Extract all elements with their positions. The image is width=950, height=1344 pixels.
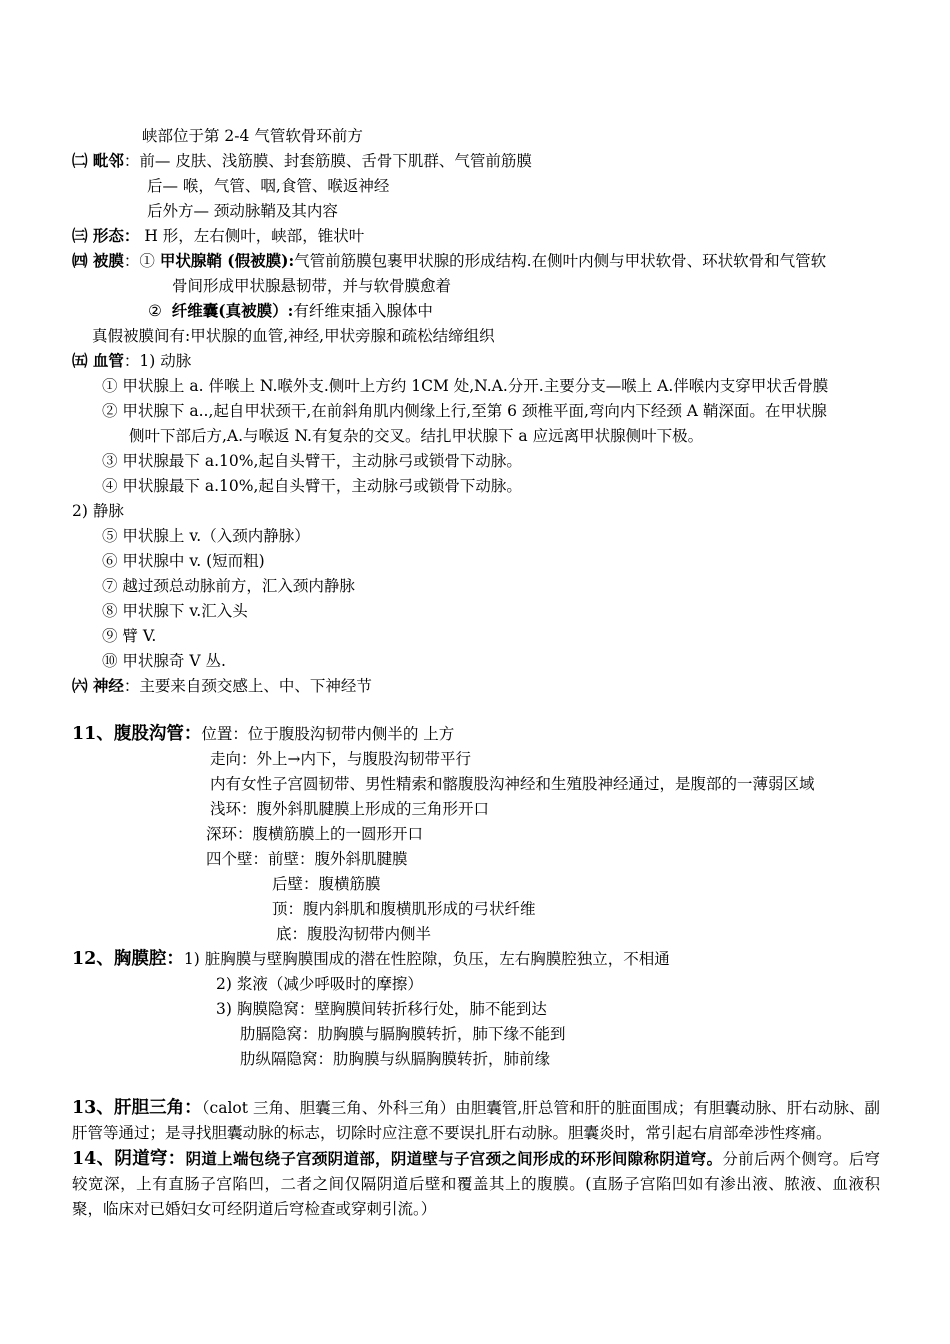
vein-item: ⑧ 甲状腺下 v.汇入头 — [102, 602, 248, 620]
calot-title: 13、肝胆三角： — [72, 1098, 202, 1118]
capsule-item2-num: ② — [148, 302, 162, 320]
vessels-line: ㈤ 血管：1) 动脉 — [72, 351, 192, 370]
pleural-line: 肋纵隔隐窝：肋胸膜与纵膈胸膜转折，肺前缘 — [240, 1050, 551, 1068]
fornix-paragraph — [72, 1146, 880, 1222]
shape-line — [72, 225, 364, 247]
inguinal-line: 顶：腹内斜肌和腹横肌形成的弓状纤维 — [272, 900, 536, 918]
pleural-line: 1) 脏胸膜与壁胸膜围成的潜在性腔隙，负压，左右胸膜腔独立，不相通 — [183, 950, 670, 968]
veins-label: 2) 静脉 — [72, 502, 124, 520]
vein-item: ⑩ 甲状腺奇 V 丛. — [102, 652, 226, 670]
artery-item: ③ 甲状腺最下 a.10%,起自头臂干，主动脉弓或锁骨下动脉。 — [102, 452, 522, 470]
nerves-label: ㈥ 神经 — [72, 676, 124, 695]
pleural-line: 2) 浆液（减少呼吸时的摩擦） — [216, 975, 423, 993]
shape-label: ㈢ 形态： — [72, 226, 140, 245]
artery-item-continued: 侧叶下部后方,A.与喉返 N.有复杂的交叉。结扎甲状腺下 a 应远离甲状腺侧叶下极。 — [129, 427, 704, 445]
capsule-item2-text: 有纤维束插入腺体中 — [293, 302, 433, 320]
pleural-first-line: 12、胸膜腔：1) 脏胸膜与壁胸膜围成的潜在性腔隙，负压，左右胸膜腔独立，不相通 — [72, 949, 670, 969]
inguinal-line: 底：腹股沟韧带内侧半 — [276, 925, 432, 943]
nerves-line: ㈥ 神经：主要来自颈交感上、中、下神经节 — [72, 676, 372, 695]
nerves-text: 主要来自颈交感上、中、下神经节 — [139, 677, 372, 695]
vein-item: ⑥ 甲状腺中 v. (短而粗) — [102, 552, 265, 570]
inguinal-line: 深环：腹横筋膜上的一圆形开口 — [206, 825, 424, 843]
capsule-between: 真假被膜间有:甲状腺的血管,神经,甲状旁腺和疏松结缔组织 — [92, 327, 495, 345]
capsule-item2-label: 纤维囊(真被膜）: — [171, 301, 294, 320]
adjacent-back-lateral: 后外方— 颈动脉鞘及其内容 — [147, 202, 338, 220]
vessels-label: ㈤ 血管 — [72, 351, 124, 370]
adjacent-front: 前— 皮肤、浅筋膜、封套筋膜、舌骨下肌群、气管前筋膜 — [139, 152, 532, 170]
pleural-line: 3) 胸膜隐窝：壁胸膜间转折移行处，肺不能到达 — [216, 1000, 547, 1018]
adjacent-line: ㈡ 毗邻：前— 皮肤、浅筋膜、封套筋膜、舌骨下肌群、气管前筋膜 — [72, 151, 532, 170]
capsule-item1-num: ① — [139, 252, 155, 270]
fornix-text: 分前后两个侧穹。后穹较宽深，上有直肠子宫陷凹，二者之间仅隔阴道后壁和覆盖其上的腹膜。(直肠子宫陷凹如有渗出液、脓液、血液积聚，临床对已婚妇女可经阴道后穹检查或穿刺引流。） — [72, 1150, 880, 1218]
pleural-title: 12、胸膜腔 — [72, 949, 167, 969]
inguinal-line: 后壁：腹横筋膜 — [272, 875, 381, 893]
capsule-item1-text2: 骨间形成甲状腺悬韧带，并与软骨膜愈着 — [172, 277, 452, 295]
inguinal-line: 位置：位于腹股沟韧带内侧半的 上方 — [201, 725, 455, 743]
arteries-label: 1) 动脉 — [139, 352, 192, 370]
inguinal-line: 内有女性子宫圆韧带、男性精索和髂腹股沟神经和生殖股神经通过，是腹部的一薄弱区域 — [210, 775, 815, 793]
inguinal-line: 四个壁：前壁：腹外斜肌腱膜 — [206, 850, 408, 868]
fornix-bold-text: 阴道上端包绕子宫颈阴道部，阴道壁与子宫颈之间形成的环形间隙称阴道穹。 — [185, 1149, 723, 1168]
vein-item: ⑦ 越过颈总动脉前方，汇入颈内静脉 — [102, 577, 355, 595]
shape-text: H 形，左右侧叶，峡部，锥状叶 — [144, 227, 365, 245]
vein-item: ⑤ 甲状腺上 v.（入颈内静脉） — [102, 527, 310, 545]
vein-item: ⑨ 臂 V. — [102, 627, 157, 645]
adjacent-back: 后— 喉，气管、咽,食管、喉返神经 — [147, 177, 390, 195]
artery-item: ① 甲状腺上 a. 伴喉上 N.喉外支.侧叶上方约 1CM 处,N.A.分开.主要分支—喉上 A.伴喉内支穿甲状舌骨膜 — [102, 377, 829, 395]
capsule-item1-text: 气管前筋膜包裹甲状腺的形成结构.在侧叶内侧与甲状软骨、环状软骨和气管软 — [294, 252, 827, 270]
adjacent-label: ㈡ 毗邻 — [72, 151, 124, 170]
artery-item: ② 甲状腺下 a..,起自甲状颈干,在前斜角肌内侧缘上行,至第 6 颈椎平面,弯向内下经颈 A 鞘深面。在甲状腺 — [102, 402, 827, 420]
capsule-item1-label: 甲状腺鞘 (假被膜): — [159, 251, 295, 270]
inguinal-first-line: 11、腹股沟管：位置：位于腹股沟韧带内侧半的 上方 — [72, 724, 455, 744]
inguinal-title: 11、腹股沟管 — [72, 724, 184, 744]
isthmus-line: 峡部位于第 2-4 气管软骨环前方 — [142, 127, 363, 145]
pleural-line: 肋膈隐窝：肋胸膜与膈胸膜转折，肺下缘不能到 — [240, 1025, 566, 1043]
capsule-label: ㈣ 被膜 — [72, 251, 124, 270]
fornix-title: 14、阴道穹： — [72, 1149, 186, 1169]
calot-text: （calot 三角、胆囊三角、外科三角）由胆囊管,肝总管和肝的脏面围成；有胆囊动脉、肝右动脉、副肝管等通过；是寻找胆囊动脉的标志，切除时应注意不要误扎肝右动脉。胆囊炎时，常引起右肩部牵涉性疼痛。 — [72, 1099, 881, 1142]
calot-paragraph — [72, 1096, 880, 1146]
inguinal-line: 浅环：腹外斜肌腱膜上形成的三角形开口 — [210, 800, 490, 818]
artery-item: ④ 甲状腺最下 a.10%,起自头臂干，主动脉弓或锁骨下动脉。 — [102, 477, 522, 495]
capsule-line: ㈣ 被膜：① 甲状腺鞘 (假被膜):气管前筋膜包裹甲状腺的形成结构.在侧叶内侧与甲状软骨、环状软骨和气管软 — [72, 251, 827, 270]
capsule-item2-line — [148, 300, 433, 322]
inguinal-line: 走向：外上→内下，与腹股沟韧带平行 — [210, 750, 471, 768]
